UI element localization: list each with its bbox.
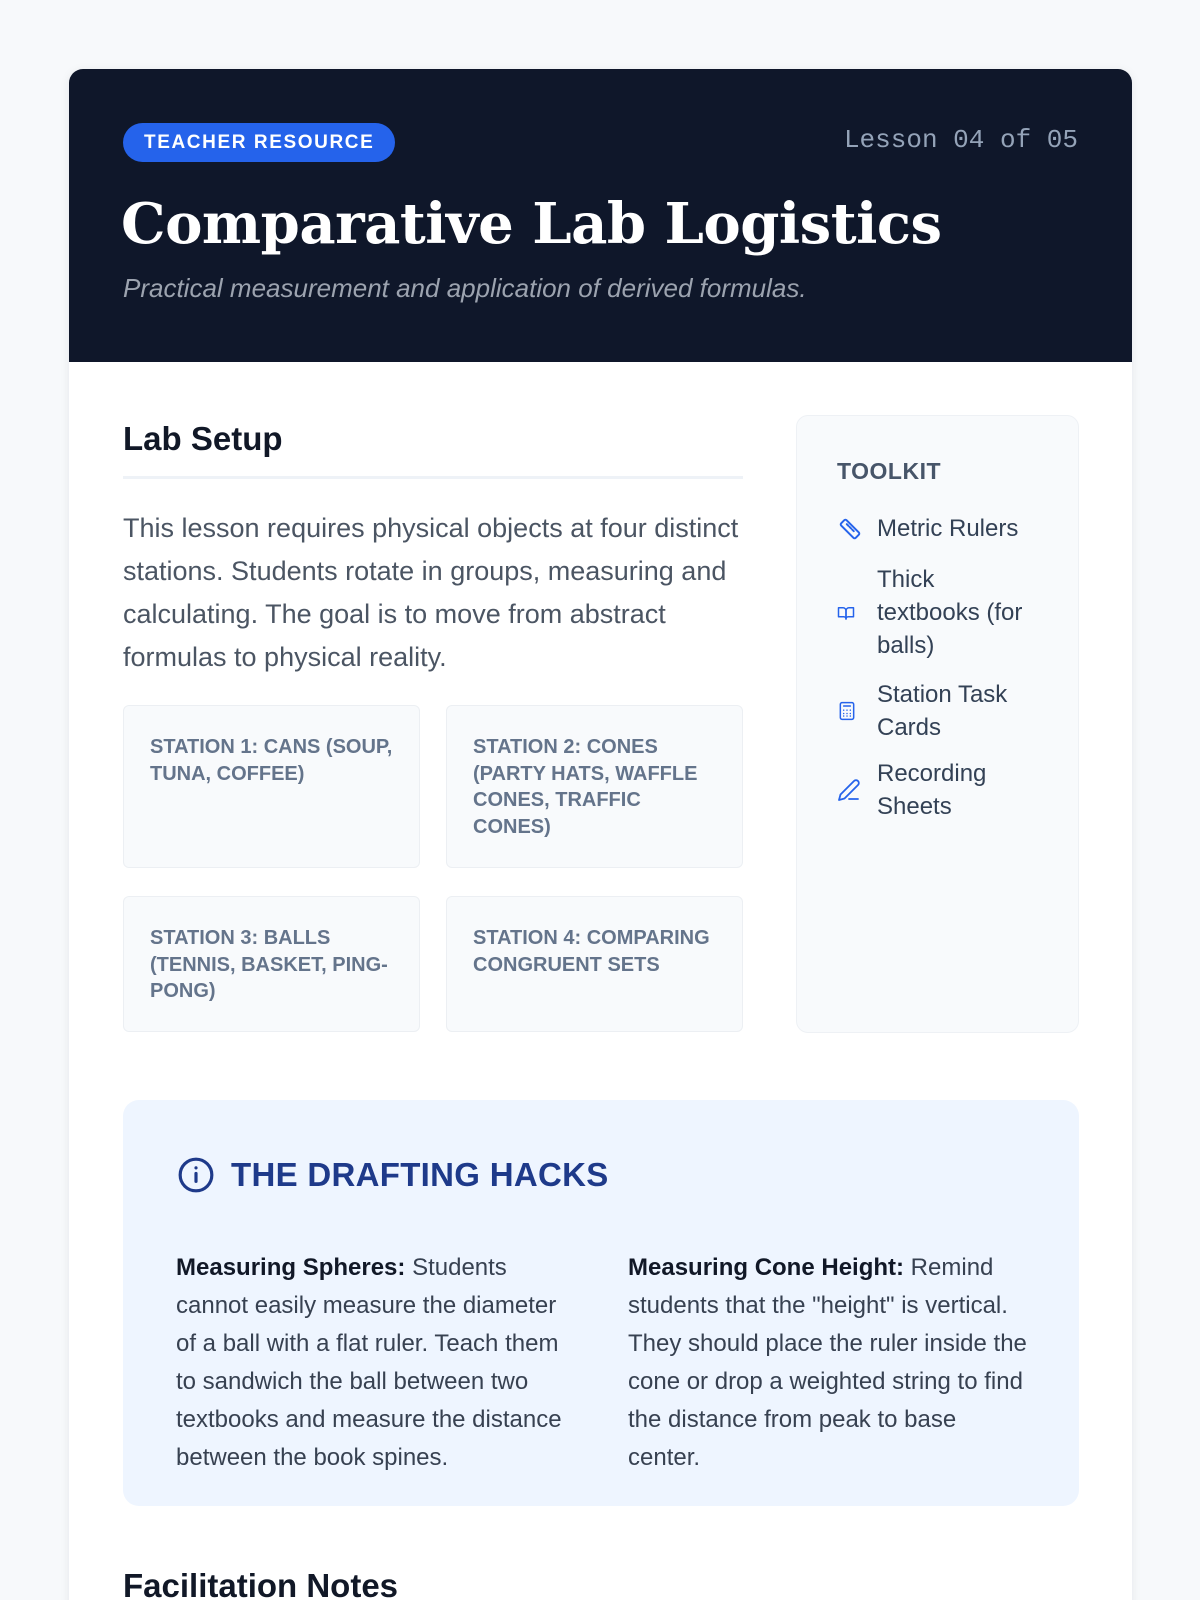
toolkit-panel	[796, 415, 1079, 1033]
lesson-card	[69, 69, 1132, 1600]
station-card-2	[446, 705, 743, 868]
resource-badge: TEACHER RESOURCE	[123, 123, 395, 162]
hack-measuring-spheres	[176, 1249, 576, 1477]
station-card-3	[123, 896, 420, 1032]
section-divider	[123, 476, 743, 479]
hack-body: Remind students that the "height" is vertical. They should place the ruler inside the cone or drop a weighted string to find the distance from peak to base center.	[628, 1254, 1027, 1471]
page-subtitle: Practical measurement and application of derived formulas.	[123, 273, 807, 303]
lab-setup-heading: Lab Setup	[123, 420, 283, 457]
toolkit-item-recording-sheets	[837, 757, 1037, 823]
ruler-icon	[837, 516, 865, 542]
lab-setup-intro: This lesson requires physical objects at four distinct stations. Students rotate in groups, measuring and calculating. The goal is to move from abstract formulas to physical reality.	[123, 513, 739, 672]
info-icon	[177, 1156, 215, 1194]
facilitation-heading: Facilitation Notes	[123, 1567, 399, 1600]
toolkit-item-rulers	[837, 512, 1018, 545]
toolkit-item-textbooks	[837, 563, 1037, 662]
drafting-hacks-heading: THE DRAFTING HACKS	[231, 1156, 609, 1193]
hack-body: Students cannot easily measure the diameter of a ball with a flat ruler. Teach them to sandwich the ball between two textbooks and measure the distance between the book spines.	[176, 1254, 562, 1471]
station-label: STATION 4: COMPARING CONGRUENT SETS	[473, 927, 710, 976]
station-label: STATION 2: CONES (PARTY HATS, WAFFLE CONES, TRAFFIC CONES)	[473, 736, 698, 838]
drafting-hacks-callout	[123, 1100, 1079, 1506]
hack-measuring-cone-height	[628, 1249, 1028, 1477]
station-label: STATION 3: BALLS (TENNIS, BASKET, PING-PONG)	[150, 927, 388, 1002]
page-title: Comparative Lab Logistics	[121, 191, 942, 257]
toolkit-heading: TOOLKIT	[837, 458, 942, 484]
hack-title: Measuring Spheres:	[176, 1254, 406, 1281]
hack-title: Measuring Cone Height:	[628, 1254, 905, 1281]
toolkit-item-label: Metric Rulers	[877, 515, 1019, 542]
calculator-icon	[837, 700, 865, 722]
toolkit-item-label: Recording Sheets	[877, 760, 987, 820]
drafting-hacks-header	[177, 1154, 1025, 1196]
station-card-1	[123, 705, 420, 868]
station-card-4	[446, 896, 743, 1032]
station-label: STATION 1: CANS (SOUP, TUNA, COFFEE)	[150, 736, 393, 785]
pencil-icon	[837, 778, 865, 802]
toolkit-item-task-cards	[837, 678, 1037, 744]
toolkit-item-label: Station Task Cards	[877, 681, 1008, 741]
book-icon	[837, 604, 865, 622]
lesson-header	[69, 69, 1132, 362]
lesson-number: Lesson 04 of 05	[843, 125, 1078, 155]
toolkit-item-label: Thick textbooks (for balls)	[877, 566, 1023, 659]
